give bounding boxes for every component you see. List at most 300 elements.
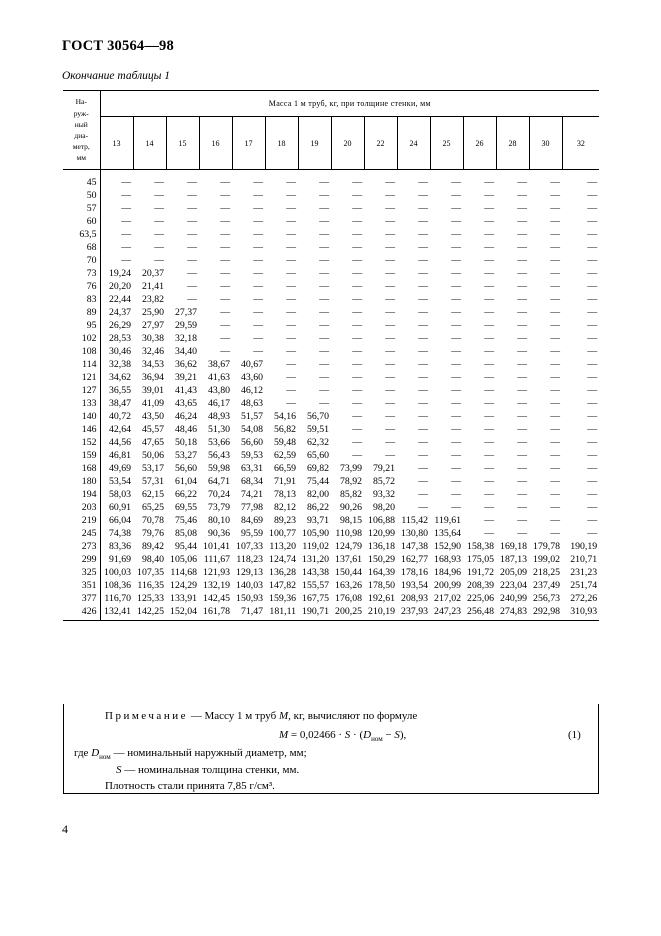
- mass-cell: —: [319, 307, 329, 318]
- diameter-cell: 102: [63, 332, 100, 345]
- mass-cell: —: [484, 216, 494, 227]
- mass-cell: —: [352, 242, 362, 253]
- mass-cell: —: [220, 242, 230, 253]
- mass-cell: —: [587, 333, 598, 344]
- mass-cell: 30,46: [108, 346, 131, 357]
- mass-cell: —: [253, 268, 263, 279]
- mass-cell: —: [187, 177, 197, 188]
- table-row: [63, 514, 599, 527]
- mass-cell: —: [220, 216, 230, 227]
- mass-cell: 30,38: [141, 333, 164, 344]
- mass-cell: 69,82: [306, 463, 329, 474]
- mass-cell: —: [220, 268, 230, 279]
- mass-cell: —: [517, 177, 527, 188]
- diameter-cell: 114: [63, 358, 100, 371]
- mass-cell: —: [550, 411, 560, 422]
- pipe-mass-table: [63, 90, 599, 621]
- mass-cell: 115,42: [401, 515, 428, 526]
- mass-cell: —: [550, 359, 560, 370]
- mass-cell: 158,38: [467, 541, 494, 552]
- mass-cell: 231,23: [570, 567, 598, 578]
- mass-cell: 22,44: [108, 294, 131, 305]
- mass-cell: 46,81: [108, 450, 131, 461]
- table-row: [63, 592, 599, 605]
- mass-cell: —: [587, 463, 598, 474]
- diameter-header-line: диа-: [74, 131, 89, 140]
- mass-cell: —: [451, 320, 461, 331]
- mass-cell: 136,18: [368, 541, 395, 552]
- mass-cell: —: [517, 411, 527, 422]
- mass-cell: 66,04: [108, 515, 131, 526]
- mass-cell: 114,68: [170, 567, 197, 578]
- mass-formula: $M = 0,02466 \cdot S \cdot (D_{ном} - S)$,: [279, 729, 407, 744]
- mass-cell: 32,38: [108, 359, 131, 370]
- mass-cell: 95,44: [174, 541, 197, 552]
- mass-cell: 48,46: [174, 424, 197, 435]
- mass-cell: —: [451, 294, 461, 305]
- mass-cell: —: [517, 346, 527, 357]
- mass-cell: 147,82: [269, 580, 296, 591]
- mass-cell: —: [484, 476, 494, 487]
- mass-cell: —: [550, 242, 560, 253]
- mass-cell: —: [550, 294, 560, 305]
- mass-cell: —: [253, 190, 263, 201]
- mass-cell: 39,21: [174, 372, 197, 383]
- table-row: [63, 475, 599, 488]
- mass-cell: 78,92: [339, 476, 362, 487]
- diameter-cell: 83: [63, 293, 100, 306]
- mass-cell: —: [418, 437, 428, 448]
- mass-cell: —: [121, 255, 131, 266]
- mass-cell: —: [484, 463, 494, 474]
- mass-cell: —: [484, 203, 494, 214]
- mass-cell: —: [418, 463, 428, 474]
- mass-cell: —: [550, 437, 560, 448]
- mass-cell: 71,47: [232, 605, 265, 621]
- mass-cell: 27,97: [141, 320, 164, 331]
- mass-cell: 192,61: [368, 593, 395, 604]
- mass-cell: 150,29: [368, 554, 395, 565]
- mass-cell: 53,66: [207, 437, 230, 448]
- mass-cell: —: [418, 320, 428, 331]
- mass-cell: 164,39: [368, 567, 395, 578]
- mass-cell: —: [154, 255, 164, 266]
- mass-cell: —: [286, 307, 296, 318]
- mass-cell: —: [517, 515, 527, 526]
- table-row: [63, 189, 599, 202]
- mass-cell: —: [550, 268, 560, 279]
- mass-cell: 208,39: [467, 580, 494, 591]
- mass-cell: 176,08: [335, 593, 362, 604]
- mass-cell: —: [286, 216, 296, 227]
- mass-cell: 210,19: [364, 605, 397, 621]
- mass-cell: 59,53: [240, 450, 263, 461]
- mass-cell: 41,43: [174, 385, 197, 396]
- mass-cell: 142,25: [133, 605, 166, 621]
- mass-cell: —: [550, 476, 560, 487]
- mass-cell: —: [484, 528, 494, 539]
- mass-cell: 179,78: [533, 541, 560, 552]
- mass-cell: —: [220, 346, 230, 357]
- diameter-cell: 50: [63, 189, 100, 202]
- diameter-cell: 146: [63, 423, 100, 436]
- mass-cell: —: [418, 242, 428, 253]
- mass-cell: 38,67: [207, 359, 230, 370]
- mass-cell: —: [484, 450, 494, 461]
- table-row: [63, 436, 599, 449]
- table-row: [63, 527, 599, 540]
- mass-cell: 34,62: [108, 372, 131, 383]
- mass-cell: —: [418, 476, 428, 487]
- mass-cell: —: [319, 177, 329, 188]
- mass-cell: 210,71: [570, 554, 598, 565]
- thickness-header-cell: 28: [496, 117, 529, 170]
- mass-cell: —: [517, 281, 527, 292]
- mass-cell: 98,20: [372, 502, 395, 513]
- thickness-header-cell: 14: [133, 117, 166, 170]
- mass-cell: 85,82: [339, 489, 362, 500]
- table-row: [63, 345, 599, 358]
- mass-cell: 159,36: [269, 593, 296, 604]
- mass-cell: —: [385, 294, 395, 305]
- table-continuation-label: Окончание таблицы 1: [62, 70, 170, 82]
- mass-cell: 21,41: [141, 281, 164, 292]
- diameter-cell: 168: [63, 462, 100, 475]
- mass-cell: 237,93: [397, 605, 430, 621]
- mass-cell: —: [418, 307, 428, 318]
- mass-cell: —: [517, 216, 527, 227]
- mass-cell: 53,54: [108, 476, 131, 487]
- mass-cell: 193,54: [401, 580, 428, 591]
- table-row: [63, 566, 599, 579]
- mass-cell: —: [187, 203, 197, 214]
- mass-cell: —: [587, 268, 598, 279]
- mass-cell: —: [385, 268, 395, 279]
- mass-cell: —: [451, 255, 461, 266]
- mass-cell: —: [550, 489, 560, 500]
- mass-cell: 152,90: [434, 541, 461, 552]
- mass-cell: 53,17: [141, 463, 164, 474]
- mass-cell: 108,36: [104, 580, 131, 591]
- mass-cell: 56,60: [174, 463, 197, 474]
- diameter-cell: 194: [63, 488, 100, 501]
- mass-cell: 38,47: [108, 398, 131, 409]
- mass-cell: —: [517, 463, 527, 474]
- mass-cell: —: [253, 333, 263, 344]
- diameter-cell: 89: [63, 306, 100, 319]
- mass-cell: —: [286, 346, 296, 357]
- mass-cell: —: [121, 229, 131, 240]
- mass-cell: 132,19: [203, 580, 230, 591]
- mass-cell: —: [587, 450, 598, 461]
- table-row: [63, 488, 599, 501]
- mass-cell: —: [352, 333, 362, 344]
- mass-cell: —: [286, 190, 296, 201]
- mass-cell: 136,28: [269, 567, 296, 578]
- mass-cell: —: [418, 268, 428, 279]
- mass-cell: —: [587, 190, 598, 201]
- mass-cell: —: [418, 424, 428, 435]
- mass-cell: 61,04: [174, 476, 197, 487]
- mass-cell: —: [352, 424, 362, 435]
- mass-cell: —: [352, 398, 362, 409]
- mass-cell: —: [352, 294, 362, 305]
- mass-cell: —: [550, 346, 560, 357]
- mass-cell: 66,22: [174, 489, 197, 500]
- mass-cell: 125,33: [137, 593, 164, 604]
- mass-cell: —: [484, 255, 494, 266]
- diameter-cell: 73: [63, 267, 100, 280]
- mass-cell: —: [319, 242, 329, 253]
- table-row: [63, 371, 599, 384]
- mass-cell: 168,93: [434, 554, 461, 565]
- mass-cell: 119,02: [302, 541, 329, 552]
- mass-cell: —: [517, 437, 527, 448]
- mass-cell: 41,09: [141, 398, 164, 409]
- mass-cell: —: [352, 216, 362, 227]
- mass-cell: —: [385, 359, 395, 370]
- mass-cell: —: [550, 177, 560, 188]
- table-row: [63, 267, 599, 280]
- mass-cell: —: [187, 281, 197, 292]
- mass-cell: 24,37: [108, 307, 131, 318]
- mass-cell: —: [253, 229, 263, 240]
- mass-cell: 155,57: [302, 580, 329, 591]
- mass-cell: 53,27: [174, 450, 197, 461]
- mass-cell: —: [587, 372, 598, 383]
- mass-cell: 79,21: [372, 463, 395, 474]
- mass-cell: 152,04: [166, 605, 199, 621]
- mass-cell: —: [286, 372, 296, 383]
- mass-cell: —: [121, 216, 131, 227]
- mass-cell: —: [517, 255, 527, 266]
- mass-cell: —: [517, 294, 527, 305]
- mass-cell: 90,36: [207, 528, 230, 539]
- mass-cell: 256,73: [533, 593, 560, 604]
- mass-cell: 82,00: [306, 489, 329, 500]
- mass-cell: —: [385, 372, 395, 383]
- mass-cell: —: [418, 203, 428, 214]
- mass-cell: —: [587, 424, 598, 435]
- mass-cell: 110,98: [335, 528, 362, 539]
- mass-cell: 200,25: [331, 605, 364, 621]
- diameter-cell: 121: [63, 371, 100, 384]
- mass-cell: 77,98: [240, 502, 263, 513]
- mass-cell: —: [587, 437, 598, 448]
- diameter-header-line: метр,: [72, 142, 90, 152]
- mass-cell: —: [484, 268, 494, 279]
- mass-cell: 70,78: [141, 515, 164, 526]
- diameter-header-line: ный: [74, 119, 88, 129]
- mass-cell: —: [220, 307, 230, 318]
- mass-cell: 36,62: [174, 359, 197, 370]
- mass-cell: —: [587, 281, 598, 292]
- mass-cell: 48,93: [207, 411, 230, 422]
- mass-cell: —: [187, 190, 197, 201]
- mass-cell: 93,32: [372, 489, 395, 500]
- mass-cell: —: [220, 294, 230, 305]
- mass-cell: 63,31: [240, 463, 263, 474]
- mass-cell: —: [550, 424, 560, 435]
- mass-cell: 218,25: [533, 567, 560, 578]
- mass-cell: 57,31: [141, 476, 164, 487]
- mass-cell: 199,02: [533, 554, 560, 565]
- mass-cell: —: [121, 177, 131, 188]
- mass-cell: —: [154, 177, 164, 188]
- mass-cell: 27,37: [174, 307, 197, 318]
- mass-cell: —: [517, 307, 527, 318]
- thickness-header-cell: 30: [529, 117, 562, 170]
- mass-cell: 71,91: [273, 476, 296, 487]
- mass-cell: 162,77: [401, 554, 428, 565]
- mass-cell: 191,72: [467, 567, 494, 578]
- mass-cell: 51,57: [240, 411, 263, 422]
- mass-cell: —: [220, 333, 230, 344]
- mass-cell: 25,90: [141, 307, 164, 318]
- mass-cell: 133,91: [170, 593, 197, 604]
- mass-cell: —: [484, 229, 494, 240]
- thickness-header-cell: 13: [100, 117, 133, 170]
- mass-cell: —: [418, 255, 428, 266]
- mass-cell: 20,20: [108, 281, 131, 292]
- mass-cell: —: [517, 424, 527, 435]
- mass-cell: —: [451, 177, 461, 188]
- mass-cell: 51,30: [207, 424, 230, 435]
- mass-cell: —: [352, 372, 362, 383]
- mass-cell: —: [418, 372, 428, 383]
- mass-cell: 130,80: [401, 528, 428, 539]
- mass-cell: 240,99: [500, 593, 527, 604]
- mass-cell: 142,45: [203, 593, 230, 604]
- mass-cell: —: [517, 359, 527, 370]
- mass-cell: —: [587, 502, 598, 513]
- mass-cell: 50,18: [174, 437, 197, 448]
- mass-cell: —: [385, 346, 395, 357]
- mass-cell: 85,08: [174, 528, 197, 539]
- mass-cell: —: [484, 515, 494, 526]
- mass-cell: 175,05: [467, 554, 494, 565]
- mass-cell: —: [220, 229, 230, 240]
- mass-cell: —: [220, 320, 230, 331]
- page-number: 4: [62, 822, 68, 836]
- mass-cell: —: [517, 476, 527, 487]
- table-row: [63, 332, 599, 345]
- mass-cell: —: [286, 203, 296, 214]
- mass-cell: 46,17: [207, 398, 230, 409]
- mass-cell: —: [319, 229, 329, 240]
- diameter-header-line: руж-: [73, 108, 89, 118]
- mass-cell: —: [253, 320, 263, 331]
- mass-cell: 121,93: [203, 567, 230, 578]
- mass-cell: —: [550, 372, 560, 383]
- mass-cell: 66,59: [273, 463, 296, 474]
- mass-cell: —: [319, 268, 329, 279]
- mass-cell: 107,33: [236, 541, 263, 552]
- diameter-cell: 203: [63, 501, 100, 514]
- mass-cell: 43,80: [207, 385, 230, 396]
- mass-cell: —: [550, 450, 560, 461]
- diameter-cell: 133: [63, 397, 100, 410]
- mass-cell: —: [587, 385, 598, 396]
- mass-cell: —: [319, 359, 329, 370]
- mass-cell: 75,44: [306, 476, 329, 487]
- mass-cell: —: [550, 307, 560, 318]
- mass-cell: —: [154, 242, 164, 253]
- mass-cell: —: [385, 255, 395, 266]
- mass-cell: —: [451, 359, 461, 370]
- mass-cell: —: [550, 320, 560, 331]
- mass-cell: —: [587, 203, 598, 214]
- mass-cell: 34,40: [174, 346, 197, 357]
- mass-cell: —: [220, 203, 230, 214]
- mass-cell: 80,10: [207, 515, 230, 526]
- mass-cell: —: [484, 242, 494, 253]
- mass-cell: —: [418, 489, 428, 500]
- mass-cell: 62,59: [273, 450, 296, 461]
- mass-cell: 78,13: [273, 489, 296, 500]
- mass-cell: —: [550, 333, 560, 344]
- mass-cell: —: [550, 385, 560, 396]
- mass-cell: —: [484, 320, 494, 331]
- mass-cell: —: [352, 385, 362, 396]
- mass-cell: 98,40: [141, 554, 164, 565]
- mass-cell: —: [451, 450, 461, 461]
- mass-cell: —: [451, 489, 461, 500]
- mass-cell: —: [550, 463, 560, 474]
- mass-cell: —: [385, 281, 395, 292]
- where-s: S — номинальная толщина стенки, мм.: [116, 764, 300, 776]
- mass-cell: —: [418, 190, 428, 201]
- mass-cell: —: [385, 450, 395, 461]
- mass-cell: 161,78: [199, 605, 232, 621]
- mass-cell: —: [550, 229, 560, 240]
- mass-cell: —: [517, 528, 527, 539]
- mass-cell: 137,61: [335, 554, 362, 565]
- mass-cell: —: [121, 203, 131, 214]
- mass-cell: —: [286, 242, 296, 253]
- mass-cell: —: [484, 333, 494, 344]
- mass-cell: 187,13: [500, 554, 527, 565]
- mass-cell: 41,63: [207, 372, 230, 383]
- diameter-cell: 60: [63, 215, 100, 228]
- mass-cell: 105,90: [302, 528, 329, 539]
- mass-cell: 36,94: [141, 372, 164, 383]
- mass-cell: —: [550, 515, 560, 526]
- mass-cell: —: [587, 177, 598, 188]
- mass-cell: —: [187, 268, 197, 279]
- mass-cell: 34,53: [141, 359, 164, 370]
- mass-cell: 107,35: [137, 567, 164, 578]
- mass-cell: 82,12: [273, 502, 296, 513]
- mass-cell: 54,08: [240, 424, 263, 435]
- table-row: [63, 319, 599, 332]
- mass-cell: 47,65: [141, 437, 164, 448]
- thickness-header-cell: 15: [166, 117, 199, 170]
- mass-cell: 167,75: [302, 593, 329, 604]
- mass-cell: —: [286, 177, 296, 188]
- mass-cell: 91,69: [108, 554, 131, 565]
- mass-cell: 256,48: [463, 605, 496, 621]
- table-row: [63, 228, 599, 241]
- mass-cell: —: [451, 411, 461, 422]
- mass-cell: —: [286, 359, 296, 370]
- mass-cell: —: [484, 359, 494, 370]
- mass-cell: —: [352, 359, 362, 370]
- mass-cell: 106,88: [368, 515, 395, 526]
- mass-cell: —: [220, 177, 230, 188]
- mass-cell: 86,22: [306, 502, 329, 513]
- mass-cell: 100,77: [269, 528, 296, 539]
